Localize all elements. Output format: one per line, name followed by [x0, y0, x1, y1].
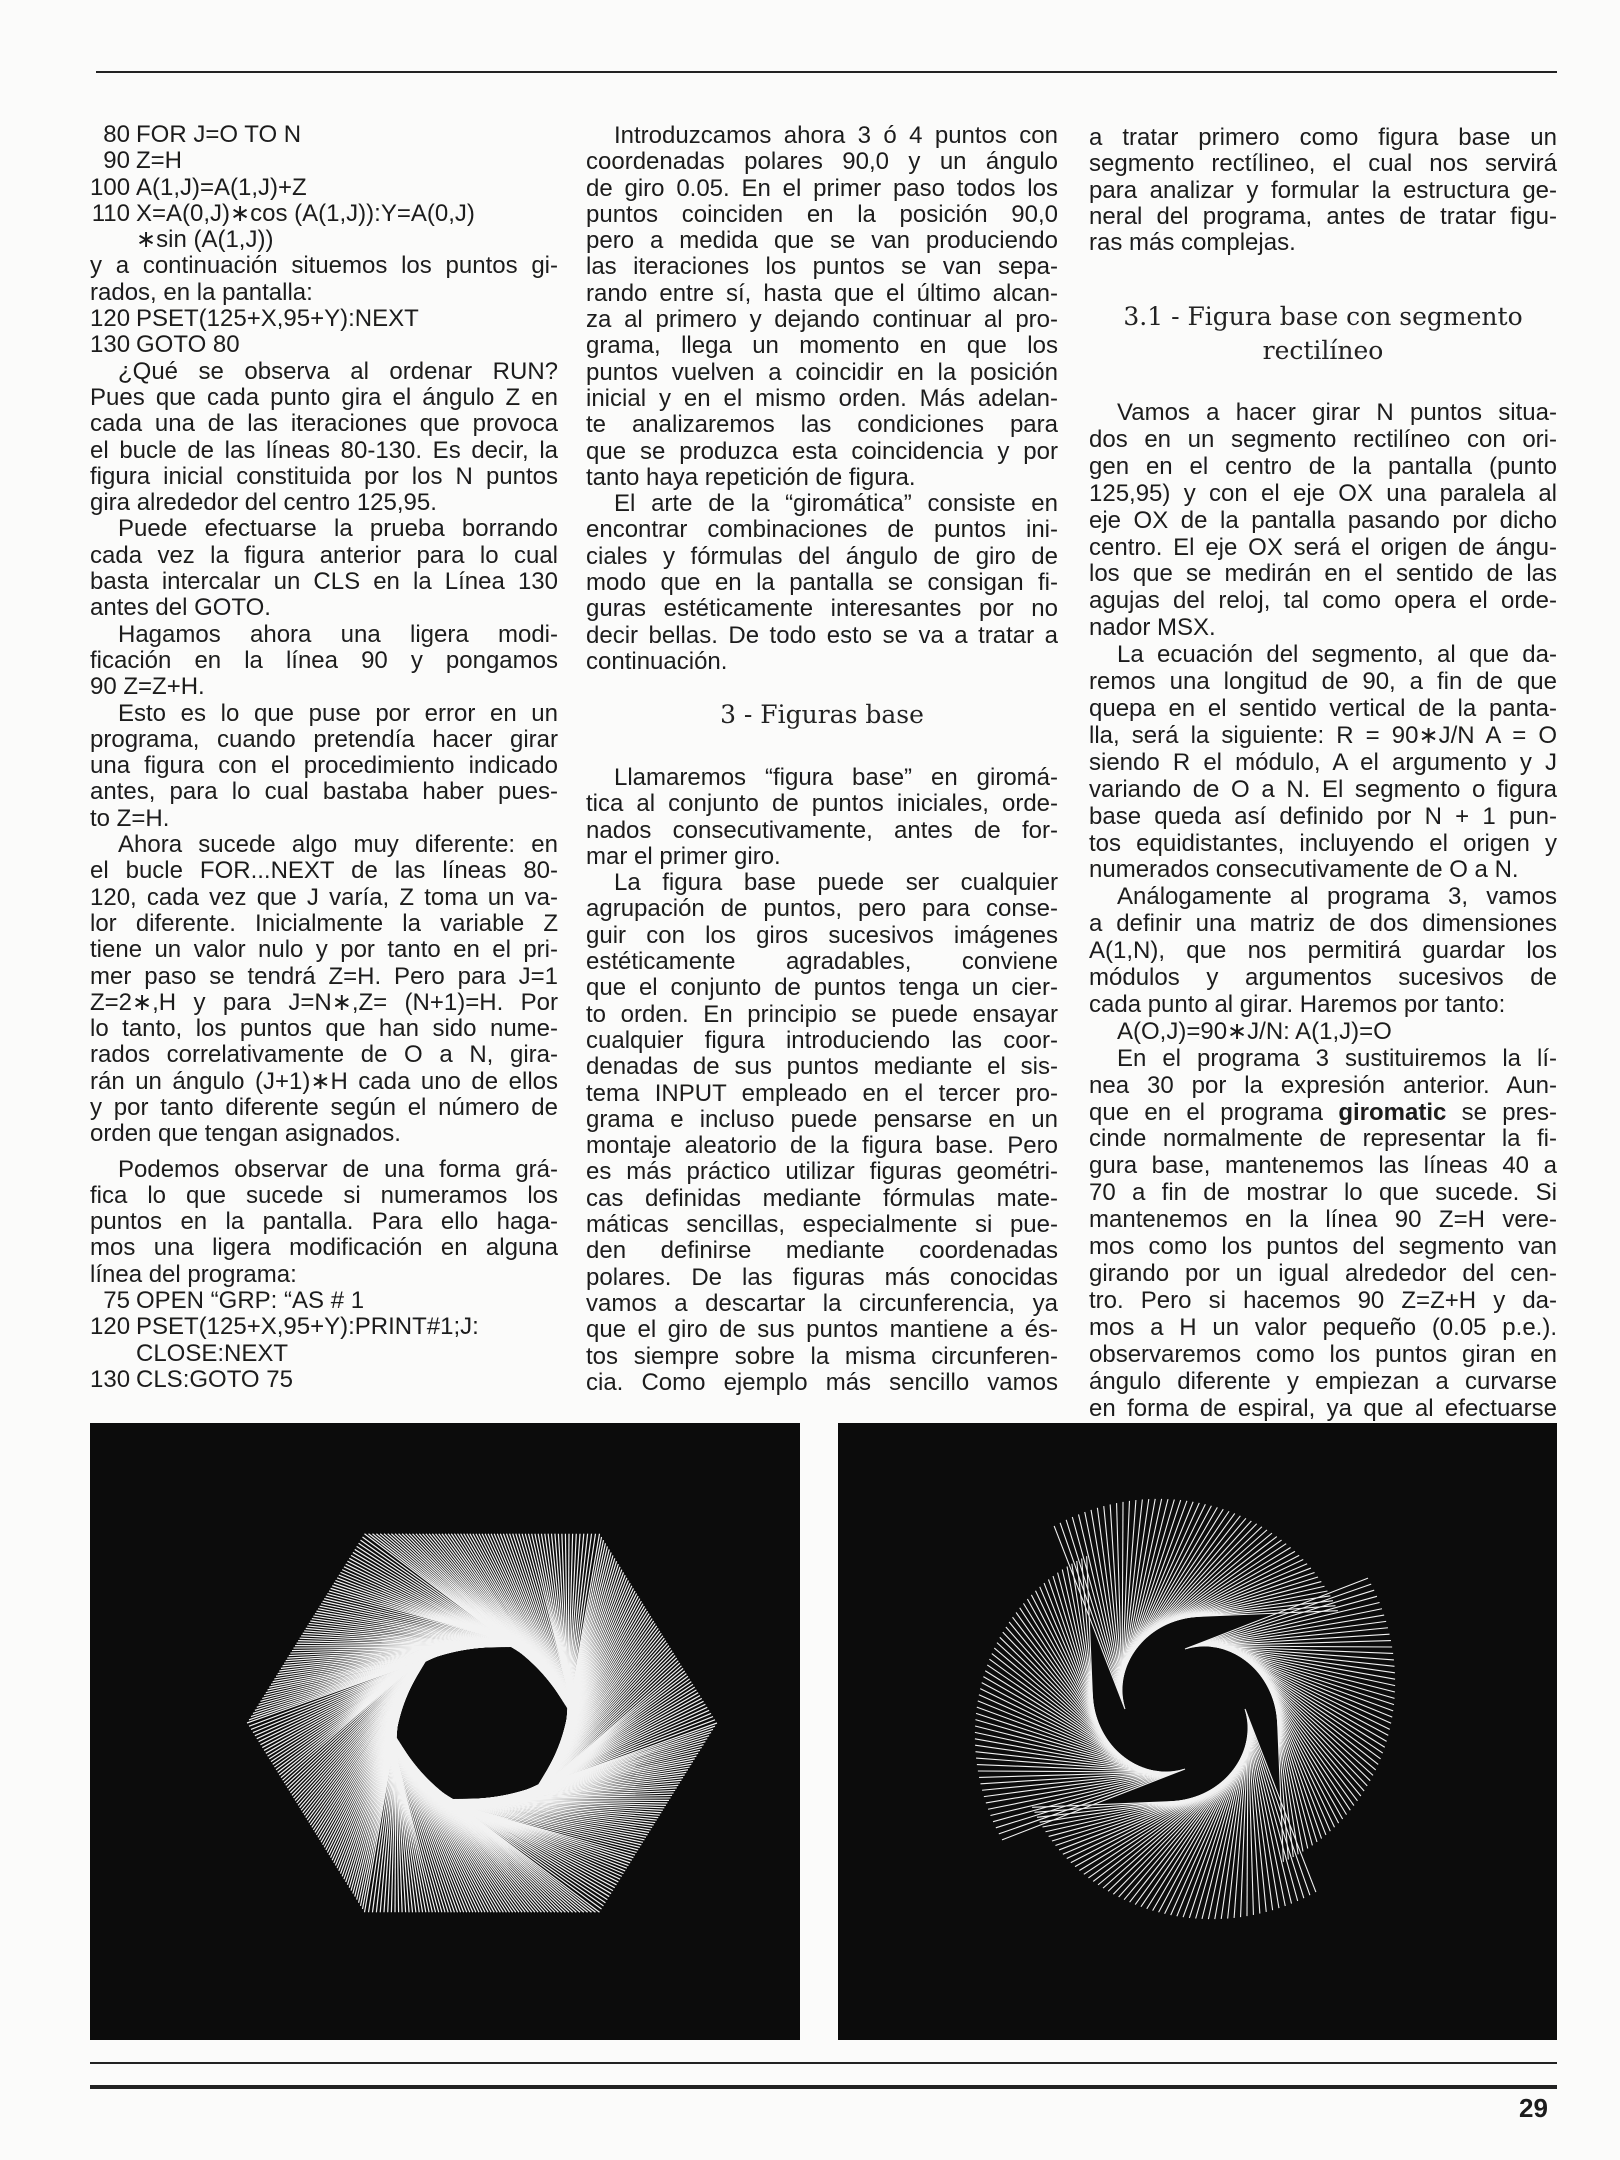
text-line: cada punto al girar. Haremos por tanto:: [1089, 990, 1506, 1018]
code-line-text: FOR J=O TO N: [136, 121, 302, 148]
text-line: figura inicial constituida por los N puntos: [90, 462, 558, 490]
text-line: En el programa 3 sustituiremos la lí-: [1117, 1044, 1557, 1072]
text-line: cada vez la figura anterior para lo cual: [90, 541, 558, 569]
text-line: ras más complejas.: [1089, 229, 1296, 257]
text-line: rando entre sí, hasta que el último alcan-: [586, 279, 1058, 307]
text-line: girando por un igual alrededor del cen-: [1089, 1260, 1557, 1287]
bold-term: giromatic: [1338, 1098, 1447, 1126]
text-line: grama, llega un momento en que los: [586, 332, 1058, 360]
paragraph: [90, 516, 558, 621]
figure-stroke: [1263, 1679, 1346, 1815]
paragraph: [1089, 884, 1557, 1019]
text-line: estéticamente agradables, conviene: [586, 948, 1058, 976]
text-line: el bucle de las líneas 80-130. Es decir, la: [90, 436, 558, 464]
text-line: [1089, 1100, 1557, 1127]
text-line: es más práctico utilizar figuras geométri-: [586, 1158, 1058, 1186]
code-line-text: PSET(125+X,95+Y):NEXT: [136, 305, 419, 333]
code-line-number: 120: [90, 1313, 131, 1341]
section-heading-segmento-line-2: rectilíneo: [1262, 336, 1384, 365]
text-line: cia. Como ejemplo más sencillo vamos: [586, 1368, 1058, 1396]
paragraph: [1089, 400, 1557, 642]
code-line-text: CLS:GOTO 75: [136, 1365, 293, 1393]
column-2-top: [586, 123, 1058, 675]
figure-stroke: [1134, 1511, 1229, 1652]
text-line: Análogamente al programa 3, vamos: [1117, 883, 1557, 911]
text-line: fica lo que sucede si numeramos los: [90, 1181, 558, 1209]
text-line: y por tanto diferente según el número de: [90, 1093, 558, 1121]
text-line: Puede efectuarse la prueba borrando: [118, 515, 558, 543]
paragraph: [586, 765, 1058, 870]
paragraph: [90, 1157, 558, 1288]
text-line: decir bellas. De todo esto se va a tratar a: [586, 621, 1058, 649]
text-line: gura base, mantenemos las líneas 40 a: [1089, 1152, 1557, 1180]
text-line: denadas de sus puntos mediante el sis-: [586, 1053, 1058, 1081]
text-line: te analizaremos las condiciones para: [586, 411, 1058, 439]
text-line: tro. Pero si hacemos 90 Z=Z+H y da-: [1089, 1286, 1557, 1314]
paragraph: [586, 123, 1058, 491]
code-line-number: 80: [103, 121, 130, 148]
text-line: 70 a fin de mostrar lo que sucede. Si: [1089, 1179, 1557, 1207]
text-line: guras estéticamente interesantes por no: [586, 595, 1058, 623]
code-line-number: 110: [91, 199, 130, 227]
figure-stroke: [1202, 1745, 1246, 1919]
text-line: 120, cada vez que J varía, Z toma un va-: [90, 883, 558, 911]
text-line: línea del programa:: [90, 1260, 297, 1288]
paragraph: [1089, 1046, 1557, 1423]
text-line: La ecuación del segmento, al que da-: [1117, 641, 1557, 669]
four-arm-spiral-figure-icon: [838, 1423, 1557, 2040]
column-2-bottom: [586, 765, 1058, 1396]
code-line: [90, 148, 558, 174]
text-line: cada una de las iteraciones que provoca: [90, 410, 558, 438]
text-line: mer paso se tendrá Z=H. Pero para J=1: [90, 962, 558, 990]
figure-stroke: [1189, 1590, 1375, 1648]
text-line: módulos y argumentos sucesivos de: [1089, 964, 1557, 992]
text-line: cas definidas mediante fórmulas mate-: [586, 1184, 1058, 1212]
text-line: gira alrededor del centro 125,95.: [90, 489, 437, 517]
column-3-bottom: [1089, 400, 1557, 1422]
text-line: 90 Z=Z+H.: [90, 673, 205, 701]
text-line: Podemos observar de una forma grá-: [118, 1155, 558, 1183]
code-line-number: 75: [103, 1287, 130, 1315]
text-line: que el giro de sus puntos mantiene a és-: [586, 1316, 1058, 1344]
figure-stroke: [977, 1707, 1142, 1768]
figure-stroke: [1196, 1748, 1245, 1919]
text-line: a tratar primero como figura base un: [1089, 124, 1557, 151]
hexagonal-ring-figure-icon: [90, 1423, 800, 2040]
figure-stroke: [992, 1654, 1124, 1758]
text-line: basta intercalar un CLS en la Línea 130: [90, 568, 558, 596]
text-line: máticas sencillas, especialmente si pue-: [586, 1211, 1058, 1239]
text-line: nea 30 por la expresión anterior. Aun-: [1089, 1071, 1557, 1099]
code-line-text: GOTO 80: [136, 331, 240, 359]
text-line: puntos en la pantalla. Para ello haga-: [90, 1208, 558, 1236]
text-line: polares. De las figuras más conocidas: [586, 1263, 1058, 1291]
text-line: centro. El eje OX será el origen de ángu-: [1089, 533, 1557, 561]
text-line: mos una ligera modificación en alguna: [90, 1234, 558, 1262]
code-line: [90, 1314, 558, 1340]
figure-stroke: [975, 1720, 1146, 1769]
text-line: ángulo diferente y empiezan a curvarse: [1089, 1367, 1557, 1395]
text-line: tos siempre sobre la misma circunferen-: [586, 1342, 1058, 1370]
code-line: [90, 306, 558, 332]
text-line: orden que tengan asignados.: [90, 1120, 401, 1148]
figure-stroke: [1066, 1520, 1124, 1706]
figure-stroke: [1059, 1794, 1204, 1850]
text-line: antes, para lo cual bastaba haber pues-: [90, 778, 558, 806]
figure-stroke: [1183, 1752, 1244, 1917]
code-line: [90, 1341, 558, 1367]
text-line: La figura base puede ser cualquier: [614, 869, 1058, 897]
text-line: cualquier figura introduciendo las coor-: [586, 1026, 1058, 1054]
text-line: el bucle FOR...NEXT de las líneas 80-: [90, 857, 558, 885]
code-line-text: A(1,J)=A(1,J)+Z: [136, 173, 307, 201]
text-line: siendo R el módulo, A el argumento y J: [1089, 748, 1557, 776]
figure-stroke: [975, 1726, 1149, 1770]
text-line: los que se medirán en el sentido de las: [1089, 560, 1557, 588]
text-line: Esto es lo que puse por error en un: [118, 699, 558, 727]
text-line: to Z=H.: [90, 804, 170, 832]
paragraph: [90, 832, 558, 1148]
text-line: to orden. En principio se puede ensayar: [586, 1000, 1058, 1028]
figure-stroke: [1248, 1722, 1273, 1910]
text-line: ficación en la línea 90 y pongamos: [90, 646, 558, 674]
text-line: a definir una matriz de dos dimensiones: [1089, 910, 1557, 938]
text-run: se pres-: [1446, 1098, 1557, 1126]
text-line: pero a medida que se van produciendo: [586, 227, 1058, 255]
text-line: segmento rectílineo, el cual nos servirá: [1089, 150, 1557, 178]
text-line: mantenemos en la línea 90 Z=H vere-: [1089, 1206, 1557, 1234]
code-line-number: 130: [90, 1365, 131, 1393]
paragraph: [586, 870, 1058, 1396]
text-line: base queda así definido por N + 1 pun-: [1089, 802, 1557, 830]
text-line: y a continuación situemos los puntos gi-: [90, 252, 558, 280]
code-line: [90, 201, 558, 227]
text-line: en forma de espiral, ya que al efectuarse: [1089, 1394, 1557, 1422]
text-line: encontrar combinaciones de puntos ini-: [586, 516, 1058, 544]
section-heading-figuras-base: 3 - Figuras base: [720, 700, 924, 729]
figure-stroke: [997, 1643, 1120, 1755]
code-line-number: 120: [90, 305, 131, 333]
code-line-text: PSET(125+X,95+Y):PRINT#1;J:: [136, 1313, 479, 1341]
figure-stroke: [1221, 1648, 1395, 1692]
paragraph: [1089, 125, 1557, 256]
text-line: programa, cuando pretendía hacer girar: [90, 725, 558, 753]
text-line: Introduzcamos ahora 3 ó 4 puntos con: [614, 122, 1058, 149]
figure-stroke: [1125, 1499, 1174, 1670]
text-line: ¿Qué se observa al ordenar RUN?: [118, 357, 558, 385]
text-line: variando de O a N. El segmento o figura: [1089, 775, 1557, 803]
figure-stroke: [1044, 1583, 1100, 1728]
code-line: [90, 175, 558, 201]
paragraph: [1089, 642, 1557, 884]
code-line-text: ∗sin (A(1,J)): [136, 226, 274, 254]
text-line: tema INPUT empleado en el tercer pro-: [586, 1079, 1058, 1107]
text-line: dos en un segmento rectilíneo con ori-: [1089, 425, 1557, 453]
figure-stroke: [1242, 1658, 1383, 1753]
text-line: rados, en la pantalla:: [90, 278, 313, 306]
text-line: Vamos a hacer girar N puntos situa-: [1117, 399, 1557, 426]
text-line: lo tanto, los puntos que han sido nume-: [90, 1015, 558, 1043]
figure-stroke: [1246, 1713, 1304, 1899]
text-line: Z=2∗,H y para J=N∗,Z= (N+1)=H. Por: [90, 988, 558, 1016]
text-line: las iteraciones los puntos se van sepa-: [586, 253, 1058, 281]
text-line: tos equidistantes, incluyendo el origen y: [1089, 829, 1557, 857]
text-line: montaje aleatorio de la figura base. Pero: [586, 1132, 1058, 1160]
text-line: tiene un valor nulo y por tanto en el pri-: [90, 936, 558, 964]
figure-stroke: [1250, 1664, 1373, 1776]
text-line: puntos vuelven a coincidir en la posición: [586, 358, 1058, 386]
text-line: Ahora sucede algo muy diferente: en: [118, 831, 558, 859]
paragraph: [586, 491, 1058, 675]
figure-four-arm-spiral: [838, 1423, 1557, 2040]
text-line: A(O,J)=90∗J/N: A(1,J)=O: [1117, 1017, 1392, 1045]
text-line: una figura con el procedimiento indicado: [90, 752, 558, 780]
figure-stroke: [1141, 1766, 1236, 1907]
text-line: El arte de la “giromática” consiste en: [614, 490, 1058, 518]
code-line-text: X=A(0,J)∗cos (A(1,J)):Y=A(0,J): [136, 199, 475, 227]
figure-stroke: [1228, 1650, 1393, 1711]
code-line: [90, 1367, 558, 1393]
text-line: numerados consecutivamente de O a N.: [1089, 856, 1519, 884]
text-line: que el conjunto de puntos tenga un cier-: [586, 974, 1058, 1002]
figure-stroke: [1270, 1690, 1326, 1835]
text-line: grama e incluso puede pensarse en un: [586, 1105, 1058, 1133]
figure-stroke: [1130, 1770, 1234, 1902]
figure-hexagonal-ring: [90, 1423, 800, 2040]
section-heading-segmento-line-1: 3.1 - Figura base con segmento: [1123, 302, 1523, 331]
code-line: [90, 122, 558, 148]
figure-stroke: [1097, 1508, 1122, 1696]
text-line: modo que en la pantalla se consigan fi-: [586, 569, 1058, 597]
text-line: inicial y en el mismo orden. Más adelan-: [586, 384, 1058, 412]
figure-stroke: [1140, 1521, 1252, 1644]
paragraph: [1089, 1019, 1557, 1046]
text-line: remos una longitud de 90, a fin de que: [1089, 668, 1557, 696]
code-line-text: OPEN “GRP: “AS # 1: [136, 1287, 365, 1315]
text-line: tanto haya repetición de figura.: [586, 463, 916, 491]
text-line: Pues que cada punto gira el ángulo Z en: [90, 383, 558, 411]
text-line: vamos a descartar la circunferencia, ya: [586, 1289, 1058, 1317]
text-line: para analizar y formular la estructura ge-: [1089, 176, 1557, 204]
text-line: guir con los giros sucesivos imágenes: [586, 921, 1058, 949]
paragraph: [90, 359, 558, 517]
text-line: puntos coinciden en la posición 90,0: [586, 200, 1058, 228]
text-line: lla, será la siguiente: R = 90∗J/N A = O: [1089, 721, 1557, 749]
code-line-number: 100: [90, 173, 131, 201]
text-line: coordenadas polares 90,0 y un ángulo: [586, 148, 1058, 176]
figure-stroke: [1137, 1516, 1241, 1648]
text-line: rados correlativamente de O a N, gira-: [90, 1041, 558, 1069]
text-line: continuación.: [586, 647, 728, 675]
text-run: que en el programa: [1089, 1098, 1339, 1126]
figure-stroke: [1224, 1649, 1395, 1698]
bottom-rule-thick: [90, 2085, 1557, 2089]
paragraph: [90, 622, 558, 701]
text-line: cinde normalmente de representar la fi-: [1089, 1125, 1557, 1153]
code-line-number: [90, 227, 130, 253]
text-line: 125,95) y con el eje OX una paralela al: [1089, 479, 1557, 507]
text-line: nador MSX.: [1089, 614, 1216, 642]
text-line: antes del GOTO.: [90, 594, 271, 622]
text-line: A(1,N), que nos permitirá guardar los: [1089, 937, 1557, 965]
text-line: lor diferente. Inicialmente la variable Z: [90, 909, 558, 937]
text-line: ciales y fórmulas del ángulo de giro de: [586, 542, 1058, 570]
code-line: [90, 1288, 558, 1314]
figure-stroke: [1246, 1661, 1378, 1765]
figure-stroke: [1198, 1621, 1386, 1646]
text-line: mar el primer giro.: [586, 842, 781, 870]
text-line: observaremos como los puntos giran en: [1089, 1340, 1557, 1368]
text-line: que se produzca esta coincidencia y por: [586, 437, 1058, 465]
figure-stroke: [1119, 1774, 1231, 1897]
bottom-rule-thin: [90, 2062, 1557, 2064]
code-line-text: Z=H: [136, 147, 183, 175]
figure-stroke: [1124, 1499, 1168, 1673]
code-line-text: CLOSE:NEXT: [136, 1339, 289, 1367]
figure-stroke: [1023, 1603, 1106, 1739]
figure-stroke: [996, 1770, 1182, 1828]
code-line: [90, 332, 558, 358]
text-line: tica al conjunto de puntos iniciales, orde-: [586, 790, 1058, 818]
figure-stroke: [1079, 1787, 1215, 1870]
text-line: za al primero y dejando continuar al pro-: [586, 306, 1058, 334]
page-number: 29: [1519, 2093, 1548, 2123]
figure-stroke: [1166, 1568, 1311, 1624]
text-line: den definirse mediante coordenadas: [586, 1237, 1058, 1265]
text-line: gen en el centro de la pantalla (punto: [1089, 452, 1557, 480]
text-line: mos a H un valor pequeño (0.05 p.e.).: [1089, 1313, 1557, 1341]
paragraph: [90, 253, 558, 306]
text-line: agrupación de puntos, pero para conse-: [586, 895, 1058, 923]
text-line: mos como los puntos del segmento van: [1089, 1233, 1557, 1261]
text-line: Llamaremos “figura base” en giromá-: [614, 764, 1058, 791]
code-line-number: [90, 1341, 130, 1367]
figure-stroke: [987, 1665, 1128, 1760]
column-1: [90, 122, 558, 1393]
text-line: Hagamos ahora una ligera modi-: [118, 620, 558, 648]
text-line: rán un ángulo (J+1)∗H cada uno de ellos: [90, 1067, 558, 1095]
column-3-top: [1089, 125, 1557, 256]
text-line: quepa en el sentido vertical de la panta-: [1089, 694, 1557, 722]
text-line: de giro 0.05. En el primer paso todos los: [586, 174, 1058, 202]
text-line: agujas del reloj, tal como opera el orde-: [1089, 587, 1557, 615]
top-rule: [96, 71, 1557, 73]
code-line-number: 90: [103, 147, 130, 175]
text-line: nados consecutivamente, antes de for-: [586, 816, 1058, 844]
code-line: [90, 227, 558, 253]
figure-stroke: [984, 1772, 1172, 1797]
figure-stroke: [1155, 1547, 1291, 1630]
text-line: eje OX de la pantalla pasando por dicho: [1089, 506, 1557, 534]
figure-stroke: [1126, 1501, 1187, 1666]
paragraph: [90, 701, 558, 832]
text-line: neral del programa, antes de tratar figu-: [1089, 202, 1557, 230]
code-line-number: 130: [90, 331, 131, 359]
